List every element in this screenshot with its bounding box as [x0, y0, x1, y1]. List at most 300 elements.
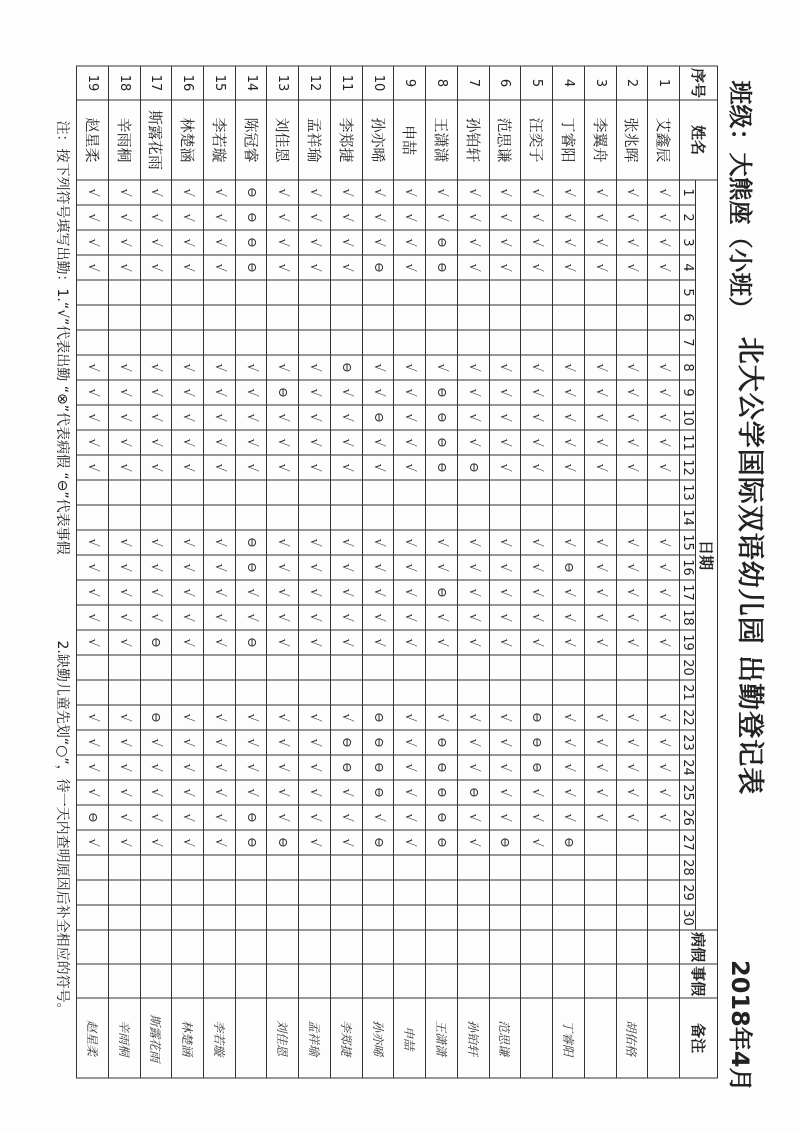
student-row: [648, 66, 680, 1078]
attendance-cell: √: [235, 605, 267, 630]
attendance-cell: [267, 655, 299, 680]
personal-count-cell: [489, 964, 521, 998]
attendance-cell: √: [172, 730, 204, 755]
attendance-cell: √: [521, 355, 553, 380]
attendance-cell: [267, 855, 299, 880]
day-header-15: 15: [680, 530, 696, 555]
attendance-cell: [426, 655, 458, 680]
attendance-cell: √: [489, 205, 521, 230]
student-name: 辛雨桐: [108, 100, 140, 180]
attendance-cell: √: [394, 455, 426, 480]
day-header-21: 21: [680, 680, 696, 705]
attendance-cell: √: [235, 380, 267, 405]
student-seq: 19: [77, 66, 109, 100]
name-header: 姓名: [680, 100, 718, 180]
student-seq: 9: [394, 66, 426, 100]
student-name: 赵星柔: [77, 100, 109, 180]
attendance-cell: √: [584, 705, 616, 730]
attendance-cell: √: [521, 180, 553, 205]
sick-count-cell: [553, 930, 585, 964]
attendance-cell: √: [648, 780, 680, 805]
attendance-cell: √: [489, 455, 521, 480]
attendance-cell: [362, 330, 394, 355]
personal-count-cell: [330, 964, 362, 998]
attendance-cell: [553, 680, 585, 705]
attendance-cell: √: [521, 555, 553, 580]
attendance-cell: √: [140, 530, 172, 555]
attendance-table: [76, 65, 718, 1078]
day-header-23: 23: [680, 730, 696, 755]
student-name: 李郑捷: [330, 100, 362, 180]
attendance-cell: [108, 330, 140, 355]
attendance-cell: √: [489, 180, 521, 205]
personal-count-cell: [108, 964, 140, 998]
attendance-cell: √: [521, 380, 553, 405]
attendance-cell: ⊖: [426, 430, 458, 455]
personal-count-cell: [648, 964, 680, 998]
attendance-cell: [616, 280, 648, 305]
attendance-cell: [108, 480, 140, 505]
attendance-cell: [330, 280, 362, 305]
attendance-cell: √: [203, 230, 235, 255]
attendance-cell: √: [362, 455, 394, 480]
attendance-cell: √: [457, 530, 489, 555]
attendance-cell: [457, 280, 489, 305]
day-header-4: 4: [680, 255, 696, 280]
attendance-cell: √: [394, 705, 426, 730]
personal-count-cell: [140, 964, 172, 998]
attendance-cell: [299, 655, 331, 680]
attendance-cell: √: [394, 780, 426, 805]
attendance-cell: [457, 880, 489, 905]
attendance-cell: ⊖: [330, 730, 362, 755]
attendance-cell: √: [648, 380, 680, 405]
attendance-cell: √: [203, 755, 235, 780]
attendance-cell: √: [140, 830, 172, 855]
sheet-title: 北大公学国际双语幼儿园 出勤登记表: [734, 336, 765, 795]
attendance-cell: √: [267, 580, 299, 605]
student-row: [77, 66, 109, 1078]
attendance-cell: ⊖: [140, 705, 172, 730]
attendance-cell: √: [648, 355, 680, 380]
attendance-cell: √: [457, 255, 489, 280]
attendance-cell: √: [394, 605, 426, 630]
attendance-cell: √: [394, 380, 426, 405]
personal-count-cell: [235, 964, 267, 998]
attendance-cell: √: [616, 805, 648, 830]
student-seq: 16: [172, 66, 204, 100]
attendance-cell: [426, 680, 458, 705]
attendance-cell: ⊖: [362, 730, 394, 755]
attendance-cell: [457, 855, 489, 880]
attendance-cell: √: [172, 830, 204, 855]
attendance-cell: √: [267, 530, 299, 555]
attendance-cell: √: [489, 580, 521, 605]
attendance-cell: [330, 905, 362, 930]
remark-signature: 刘佳恩: [267, 998, 299, 1078]
attendance-cell: √: [457, 630, 489, 655]
attendance-cell: √: [235, 430, 267, 455]
personal-header: 事假: [680, 964, 718, 998]
attendance-cell: √: [521, 830, 553, 855]
attendance-cell: [394, 855, 426, 880]
attendance-cell: √: [267, 805, 299, 830]
attendance-cell: √: [172, 555, 204, 580]
remark-signature: 王潇潇: [426, 998, 458, 1078]
attendance-cell: √: [77, 405, 109, 430]
attendance-cell: √: [299, 555, 331, 580]
attendance-cell: √: [140, 605, 172, 630]
attendance-cell: √: [267, 780, 299, 805]
attendance-cell: √: [457, 430, 489, 455]
attendance-cell: [648, 280, 680, 305]
attendance-cell: √: [172, 355, 204, 380]
attendance-cell: √: [330, 255, 362, 280]
attendance-cell: [457, 505, 489, 530]
attendance-cell: √: [553, 730, 585, 755]
attendance-cell: √: [521, 530, 553, 555]
attendance-cell: ⊖: [362, 255, 394, 280]
attendance-cell: √: [457, 205, 489, 230]
attendance-cell: [553, 905, 585, 930]
sick-count-cell: [140, 930, 172, 964]
attendance-cell: √: [172, 455, 204, 480]
attendance-cell: √: [553, 180, 585, 205]
attendance-cell: √: [584, 455, 616, 480]
sick-count-cell: [362, 930, 394, 964]
attendance-cell: √: [648, 730, 680, 755]
attendance-cell: √: [330, 580, 362, 605]
attendance-cell: √: [457, 805, 489, 830]
attendance-cell: [394, 305, 426, 330]
sick-count-cell: [108, 930, 140, 964]
attendance-cell: √: [553, 430, 585, 455]
attendance-cell: [394, 480, 426, 505]
attendance-cell: [299, 280, 331, 305]
attendance-cell: √: [203, 555, 235, 580]
attendance-cell: [172, 480, 204, 505]
student-name: 孟祥瑜: [299, 100, 331, 180]
attendance-cell: √: [553, 230, 585, 255]
attendance-cell: [648, 905, 680, 930]
personal-count-cell: [203, 964, 235, 998]
student-row: [457, 66, 489, 1078]
attendance-cell: [172, 655, 204, 680]
attendance-cell: [203, 655, 235, 680]
attendance-cell: √: [584, 405, 616, 430]
attendance-cell: √: [77, 230, 109, 255]
student-name: 范思谦: [489, 100, 521, 180]
attendance-cell: √: [584, 255, 616, 280]
attendance-cell: √: [108, 705, 140, 730]
attendance-cell: ⊖: [267, 830, 299, 855]
attendance-cell: √: [489, 555, 521, 580]
personal-count-cell: [299, 964, 331, 998]
personal-count-cell: [394, 964, 426, 998]
attendance-cell: [584, 330, 616, 355]
attendance-cell: √: [108, 780, 140, 805]
attendance-cell: [235, 905, 267, 930]
attendance-cell: √: [203, 530, 235, 555]
attendance-cell: [299, 905, 331, 930]
sick-count-cell: [172, 930, 204, 964]
attendance-cell: √: [330, 630, 362, 655]
attendance-cell: √: [362, 230, 394, 255]
attendance-cell: √: [203, 355, 235, 380]
attendance-cell: √: [203, 580, 235, 605]
attendance-cell: [330, 855, 362, 880]
attendance-cell: ⊖: [426, 805, 458, 830]
attendance-cell: √: [330, 180, 362, 205]
attendance-cell: √: [330, 530, 362, 555]
student-seq: 4: [553, 66, 585, 100]
attendance-cell: [140, 480, 172, 505]
personal-count-cell: [616, 964, 648, 998]
attendance-cell: √: [553, 205, 585, 230]
attendance-cell: √: [616, 455, 648, 480]
attendance-cell: √: [172, 230, 204, 255]
student-name: 林楚涵: [172, 100, 204, 180]
attendance-cell: [330, 305, 362, 330]
attendance-cell: ⊖: [235, 830, 267, 855]
student-seq: 6: [489, 66, 521, 100]
attendance-cell: [584, 905, 616, 930]
attendance-cell: [521, 880, 553, 905]
attendance-cell: √: [172, 605, 204, 630]
day-header-3: 3: [680, 230, 696, 255]
attendance-cell: [77, 680, 109, 705]
attendance-cell: √: [362, 180, 394, 205]
attendance-cell: √: [203, 180, 235, 205]
attendance-cell: [77, 505, 109, 530]
attendance-cell: [203, 680, 235, 705]
attendance-cell: [267, 305, 299, 330]
attendance-cell: √: [521, 580, 553, 605]
student-seq: 7: [457, 66, 489, 100]
attendance-cell: [362, 655, 394, 680]
attendance-cell: √: [330, 205, 362, 230]
personal-count-cell: [553, 964, 585, 998]
attendance-cell: √: [299, 180, 331, 205]
attendance-cell: √: [267, 405, 299, 430]
attendance-cell: √: [362, 430, 394, 455]
attendance-cell: √: [584, 580, 616, 605]
remark-signature: 申喆: [394, 998, 426, 1078]
attendance-cell: √: [426, 180, 458, 205]
personal-count-cell: [77, 964, 109, 998]
student-seq: 11: [330, 66, 362, 100]
attendance-cell: √: [426, 205, 458, 230]
attendance-cell: [521, 905, 553, 930]
student-row: [584, 66, 616, 1078]
attendance-cell: [426, 305, 458, 330]
remark-signature: 赵星柔: [77, 998, 109, 1078]
attendance-cell: [140, 330, 172, 355]
attendance-cell: √: [299, 780, 331, 805]
attendance-cell: √: [108, 630, 140, 655]
attendance-cell: √: [489, 255, 521, 280]
attendance-cell: √: [330, 405, 362, 430]
attendance-cell: [267, 280, 299, 305]
attendance-cell: √: [394, 730, 426, 755]
attendance-cell: √: [235, 405, 267, 430]
attendance-cell: √: [330, 555, 362, 580]
attendance-cell: [77, 480, 109, 505]
remark-signature: [235, 998, 267, 1078]
attendance-cell: [489, 655, 521, 680]
attendance-cell: ⊖: [235, 180, 267, 205]
attendance-cell: [553, 480, 585, 505]
attendance-cell: √: [140, 555, 172, 580]
attendance-cell: √: [489, 405, 521, 430]
attendance-cell: √: [616, 530, 648, 555]
attendance-cell: [457, 655, 489, 680]
attendance-cell: ⊖: [426, 830, 458, 855]
attendance-cell: √: [267, 605, 299, 630]
student-seq: 17: [140, 66, 172, 100]
attendance-cell: [77, 855, 109, 880]
attendance-cell: √: [203, 205, 235, 230]
student-row: [362, 66, 394, 1078]
attendance-cell: √: [172, 405, 204, 430]
personal-count-cell: [457, 964, 489, 998]
sick-count-cell: [330, 930, 362, 964]
attendance-cell: √: [299, 805, 331, 830]
attendance-cell: √: [584, 180, 616, 205]
student-row: [394, 66, 426, 1078]
attendance-cell: [267, 905, 299, 930]
attendance-cell: √: [299, 755, 331, 780]
attendance-cell: [426, 330, 458, 355]
attendance-cell: √: [140, 780, 172, 805]
attendance-cell: [140, 505, 172, 530]
attendance-cell: ⊖: [426, 255, 458, 280]
sick-count-cell: [457, 930, 489, 964]
student-row: [553, 66, 585, 1078]
attendance-cell: [489, 680, 521, 705]
attendance-cell: [108, 305, 140, 330]
attendance-cell: [648, 505, 680, 530]
attendance-cell: √: [203, 730, 235, 755]
attendance-cell: √: [457, 230, 489, 255]
attendance-cell: √: [648, 630, 680, 655]
attendance-cell: √: [235, 455, 267, 480]
attendance-cell: √: [457, 705, 489, 730]
attendance-cell: √: [457, 180, 489, 205]
attendance-cell: √: [77, 205, 109, 230]
attendance-cell: [648, 480, 680, 505]
attendance-cell: √: [521, 780, 553, 805]
attendance-cell: √: [299, 530, 331, 555]
attendance-cell: √: [489, 755, 521, 780]
attendance-cell: √: [77, 830, 109, 855]
attendance-cell: [584, 680, 616, 705]
attendance-cell: √: [553, 630, 585, 655]
attendance-cell: √: [489, 355, 521, 380]
attendance-cell: √: [235, 705, 267, 730]
attendance-cell: √: [108, 255, 140, 280]
attendance-cell: [457, 305, 489, 330]
attendance-cell: √: [299, 705, 331, 730]
attendance-cell: √: [489, 780, 521, 805]
attendance-cell: ⊖: [235, 630, 267, 655]
attendance-cell: [584, 480, 616, 505]
attendance-cell: √: [616, 705, 648, 730]
attendance-cell: √: [299, 605, 331, 630]
attendance-cell: √: [553, 805, 585, 830]
attendance-cell: √: [584, 205, 616, 230]
attendance-cell: ⊖: [521, 705, 553, 730]
attendance-cell: [616, 505, 648, 530]
attendance-cell: [362, 855, 394, 880]
day-header-24: 24: [680, 755, 696, 780]
attendance-cell: √: [267, 630, 299, 655]
attendance-cell: √: [394, 405, 426, 430]
student-seq: 10: [362, 66, 394, 100]
attendance-cell: √: [108, 455, 140, 480]
attendance-cell: ⊖: [521, 730, 553, 755]
attendance-cell: [394, 280, 426, 305]
attendance-cell: √: [616, 255, 648, 280]
attendance-cell: √: [394, 630, 426, 655]
attendance-cell: [108, 905, 140, 930]
attendance-cell: √: [172, 580, 204, 605]
attendance-cell: √: [108, 755, 140, 780]
attendance-cell: √: [203, 430, 235, 455]
sick-count-cell: [299, 930, 331, 964]
attendance-cell: ⊖: [426, 230, 458, 255]
attendance-cell: √: [553, 255, 585, 280]
attendance-cell: √: [267, 555, 299, 580]
sick-count-cell: [235, 930, 267, 964]
remark-signature: 孟祥瑜: [299, 998, 331, 1078]
attendance-cell: √: [299, 255, 331, 280]
attendance-cell: √: [330, 805, 362, 830]
attendance-cell: [584, 305, 616, 330]
day-header-5: 5: [680, 280, 696, 305]
attendance-cell: √: [648, 230, 680, 255]
attendance-cell: [299, 480, 331, 505]
attendance-cell: √: [553, 705, 585, 730]
attendance-cell: [584, 505, 616, 530]
footnote-legend: 注：按下列符号填写出勤：1.“√”代表出勤 “⊗”代表病假 “⊖”代表事假: [54, 120, 70, 555]
attendance-cell: √: [362, 605, 394, 630]
remark-signature: 辛雨桐: [108, 998, 140, 1078]
sick-count-cell: [203, 930, 235, 964]
attendance-cell: √: [172, 205, 204, 230]
attendance-cell: [203, 280, 235, 305]
attendance-cell: √: [426, 355, 458, 380]
attendance-cell: √: [457, 605, 489, 630]
attendance-cell: √: [108, 805, 140, 830]
attendance-cell: ⊖: [235, 230, 267, 255]
day-header-28: 28: [680, 855, 696, 880]
seq-header: 序号: [680, 66, 718, 100]
date-group-header: 日期: [696, 180, 718, 930]
attendance-cell: √: [394, 580, 426, 605]
attendance-cell: √: [330, 455, 362, 480]
attendance-cell: ⊖: [362, 755, 394, 780]
attendance-cell: √: [394, 805, 426, 830]
attendance-cell: [489, 905, 521, 930]
attendance-cell: [426, 905, 458, 930]
attendance-cell: √: [140, 205, 172, 230]
attendance-cell: ⊖: [553, 830, 585, 855]
attendance-cell: [140, 655, 172, 680]
student-name: 斯露花雨: [140, 100, 172, 180]
remarks-header: 备注: [680, 998, 718, 1078]
attendance-cell: [457, 330, 489, 355]
